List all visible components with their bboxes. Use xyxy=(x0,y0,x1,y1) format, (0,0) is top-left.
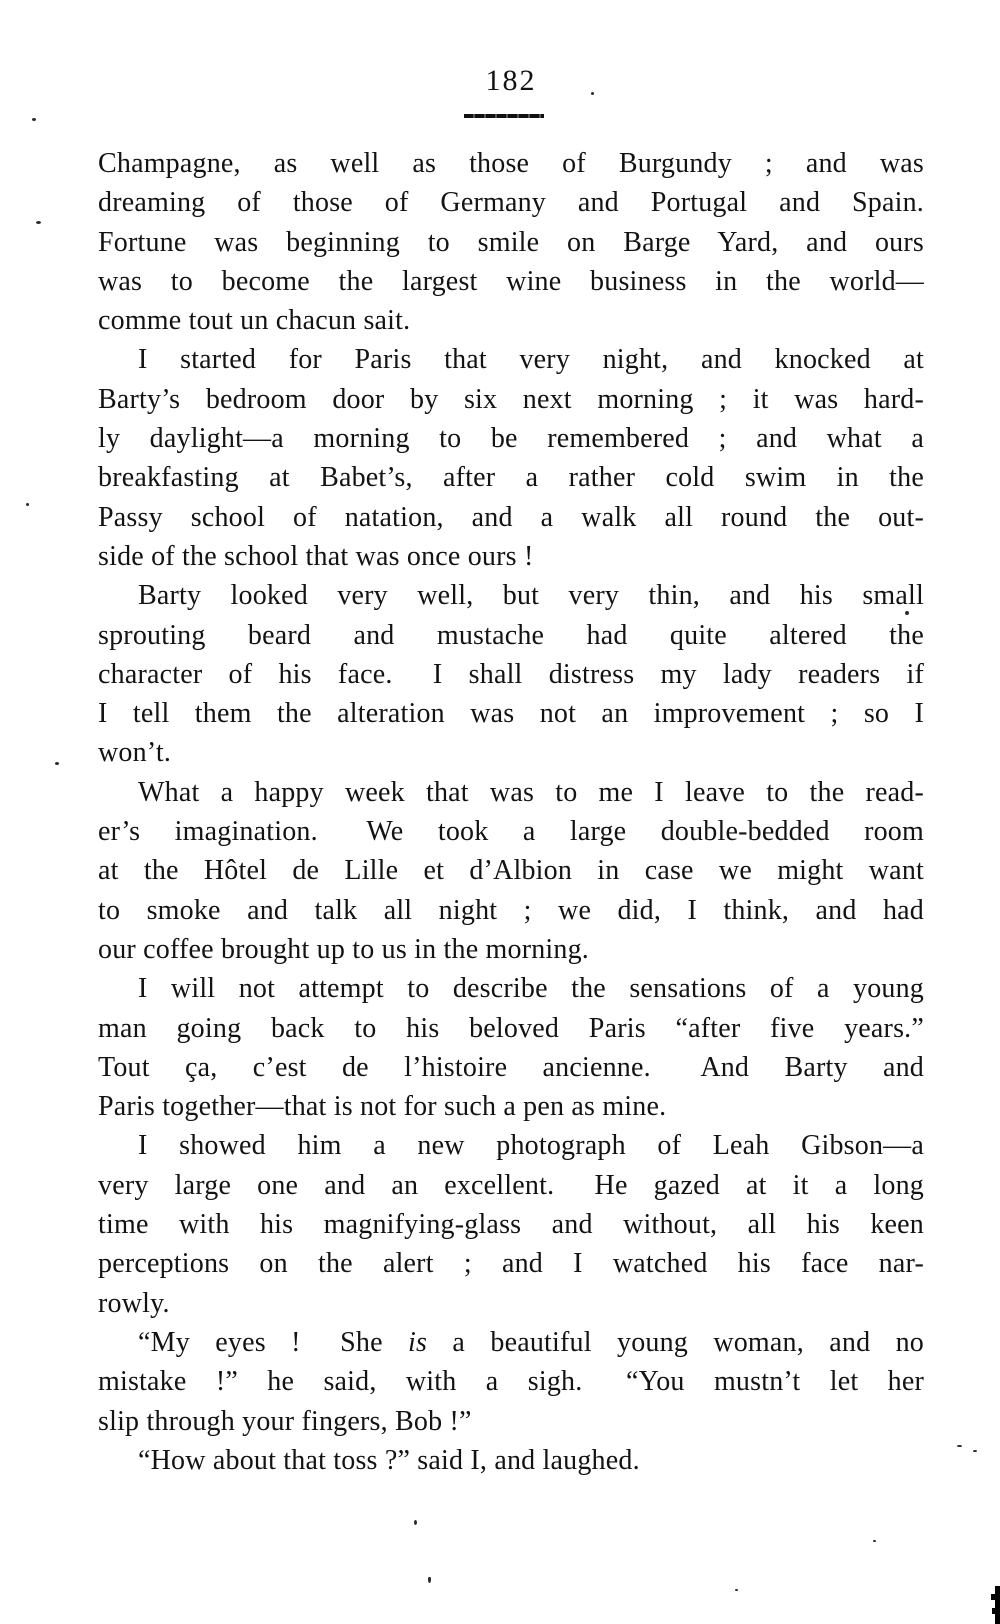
text-line: man going back to his beloved Paris “after five years.” xyxy=(98,1012,924,1044)
text-line: I started for Paris that very night, and knocked at xyxy=(138,344,924,376)
paragraph xyxy=(98,1126,924,1322)
text-line: mistake !” he said, with a sigh. “You mustn’t let her xyxy=(98,1366,924,1398)
paragraph xyxy=(98,1323,924,1441)
scan-speck xyxy=(873,1540,876,1542)
text-line: ly daylight—a morning to be remembered ; and what a xyxy=(98,423,924,455)
paragraph xyxy=(98,969,924,1126)
text-line: our coffee brought up to us in the morning. xyxy=(98,933,589,965)
text-line: I tell them the alteration was not an improvement ; so I xyxy=(98,698,924,730)
scan-speck xyxy=(957,1445,962,1447)
text-line: Paris together—that is not for such a pen as mine. xyxy=(98,1091,667,1123)
text-line: I showed him a new photograph of Leah Gibson—a xyxy=(138,1130,924,1162)
text-line: I will not attempt to describe the sensations of a young xyxy=(138,973,924,1005)
dialogue-text: “My eyes ! She xyxy=(138,1326,409,1358)
scan-speck xyxy=(973,1450,977,1452)
paragraph xyxy=(98,576,924,772)
text-line: very large one and an excellent. He gazed at it a long xyxy=(98,1169,924,1201)
emphasized-word: is xyxy=(408,1326,428,1358)
text-line: er’s imagination. We took a large double-bedded room xyxy=(98,816,924,848)
scan-speck xyxy=(32,118,36,121)
text-line: perceptions on the alert ; and I watched his face nar- xyxy=(98,1248,924,1280)
page-edge-ink xyxy=(995,1586,1000,1624)
page-number-rule xyxy=(464,114,544,118)
text-line: comme tout un chacun sait. xyxy=(98,305,411,337)
scan-speck xyxy=(905,611,909,615)
text-line: Champagne, as well as those of Burgundy ; and was xyxy=(98,148,924,179)
scan-speck xyxy=(414,1520,417,1525)
scan-speck xyxy=(36,221,41,224)
text-line: at the Hôtel de Lille et d’Albion in case we might want xyxy=(98,855,924,887)
text-line: “How about that toss ?” said I, and laughed. xyxy=(138,1444,640,1476)
paragraph xyxy=(98,340,924,576)
text-line: Barty looked very well, but very thin, and his small xyxy=(138,580,924,612)
text-line: What a happy week that was to me I leave to the read- xyxy=(138,776,924,808)
text-line: breakfasting at Babet’s, after a rather cold swim in the xyxy=(98,462,924,494)
page-text xyxy=(98,144,924,1480)
paragraph xyxy=(98,1441,924,1480)
text-line: slip through your fingers, Bob !” xyxy=(98,1405,472,1437)
text-line: side of the school that was once ours ! xyxy=(98,540,534,572)
text-line: Barty’s bedroom door by six next morning ; it was hard- xyxy=(98,383,924,415)
scan-speck xyxy=(26,503,29,506)
paragraph xyxy=(98,773,924,969)
text-line: character of his face. I shall distress my lady readers if xyxy=(98,658,924,690)
text-line: Fortune was beginning to smile on Barge Yard, and ours xyxy=(98,226,924,258)
text-line: was to become the largest wine business in the world— xyxy=(98,265,924,297)
text-line: sprouting beard and mustache had quite altered the xyxy=(98,619,924,651)
text-line xyxy=(98,1323,924,1362)
scan-speck xyxy=(735,1589,738,1591)
page-edge-ink xyxy=(991,1594,995,1600)
text-line: time with his magnifying-glass and without, all his keen xyxy=(98,1209,924,1241)
text-line: to smoke and talk all night ; we did, I think, and had xyxy=(98,894,924,926)
text-line: Tout ça, c’est de l’histoire ancienne. And Barty and xyxy=(98,1051,924,1083)
paragraph xyxy=(98,144,924,340)
page-edge-ink xyxy=(992,1608,995,1614)
dialogue-text: a beautiful young woman, and no xyxy=(427,1326,924,1358)
text-line: rowly. xyxy=(98,1287,170,1319)
text-line: won’t. xyxy=(98,737,172,769)
scan-speck xyxy=(55,762,59,765)
page-number: 182 xyxy=(485,64,537,97)
scan-speck xyxy=(591,92,594,95)
text-line: dreaming of those of Germany and Portugal and Spain. xyxy=(98,187,924,219)
text-line: Passy school of natation, and a walk all round the out- xyxy=(98,501,924,533)
scan-speck xyxy=(428,1577,431,1583)
